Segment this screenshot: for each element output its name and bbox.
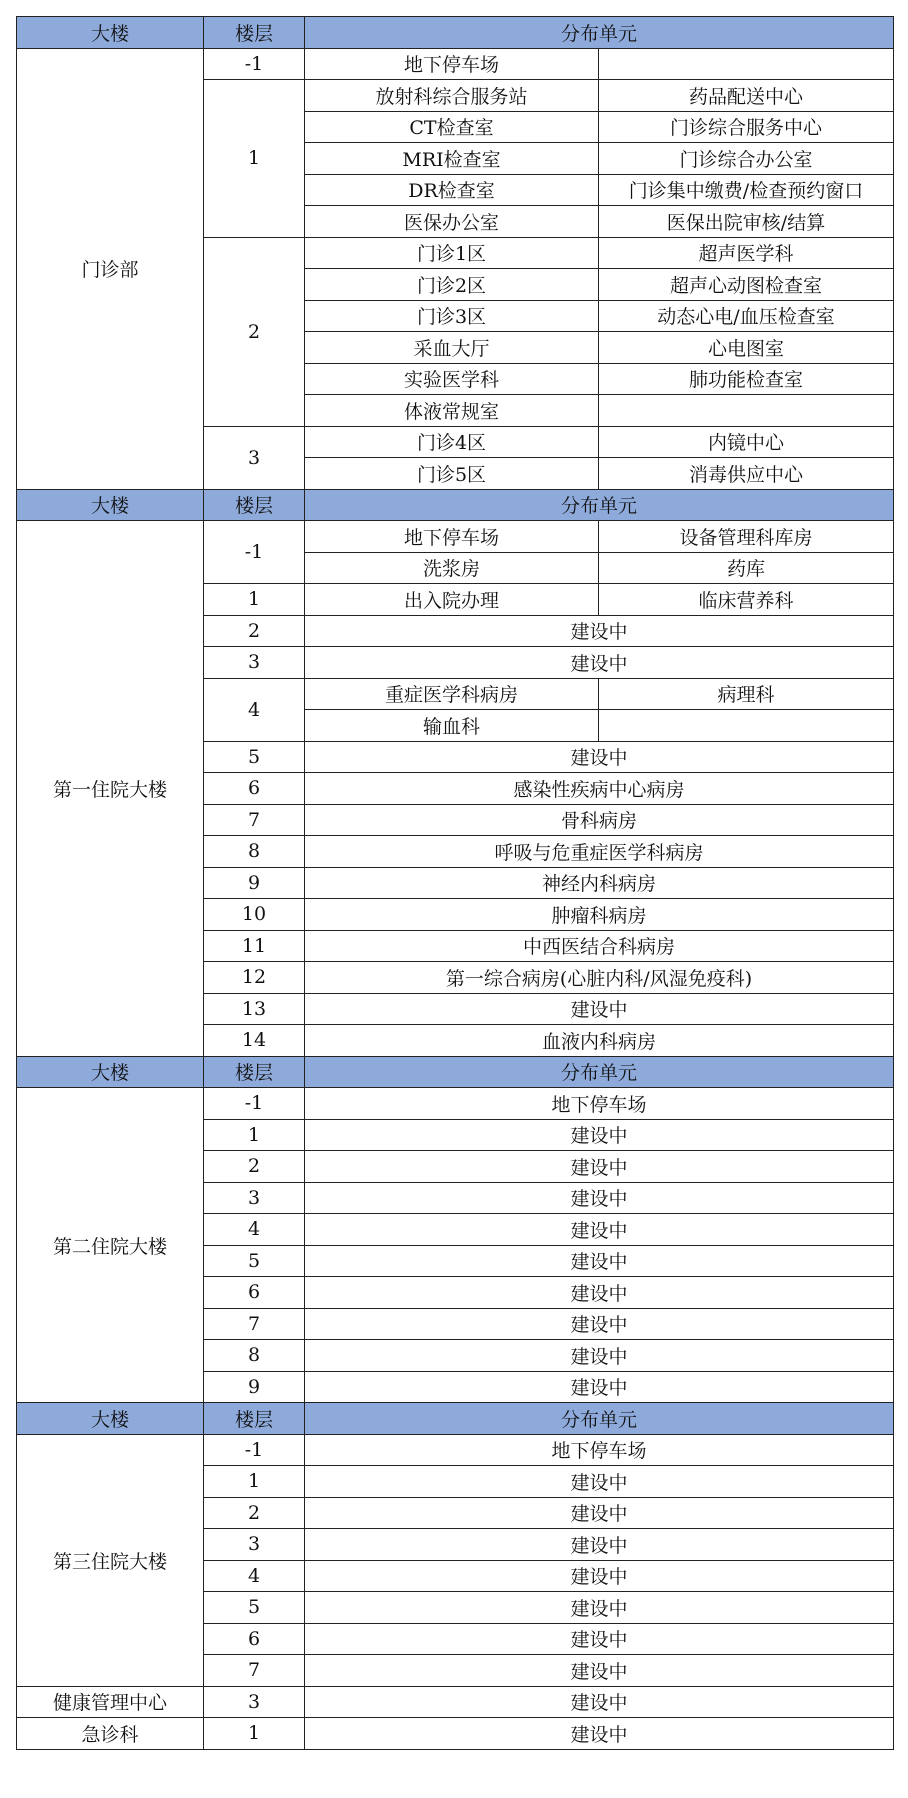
unit-cell-left: CT检查室 (305, 111, 599, 143)
header-unit: 分布单元 (305, 489, 894, 521)
floor-cell: 11 (204, 930, 305, 962)
floor-cell: 5 (204, 1592, 305, 1624)
unit-cell-left: 重症医学科病房 (305, 678, 599, 710)
floor-cell: 5 (204, 1245, 305, 1277)
header-floor: 楼层 (204, 17, 305, 49)
floor-cell: 3 (204, 426, 305, 489)
unit-cell-right: 动态心电/血压检查室 (599, 300, 894, 332)
header-row (17, 1403, 894, 1435)
unit-cell: 建设中 (305, 1466, 894, 1498)
unit-cell-right: 超声医学科 (599, 237, 894, 269)
header-floor: 楼层 (204, 489, 305, 521)
table-row (17, 521, 894, 553)
unit-cell: 感染性疾病中心病房 (305, 773, 894, 805)
floor-cell: 13 (204, 993, 305, 1025)
unit-cell: 建设中 (305, 1655, 894, 1687)
unit-cell-left: 体液常规室 (305, 395, 599, 427)
unit-cell: 建设中 (305, 1623, 894, 1655)
floor-cell: 2 (204, 237, 305, 426)
unit-cell: 骨科病房 (305, 804, 894, 836)
unit-cell: 建设中 (305, 1214, 894, 1246)
unit-cell-left: 出入院办理 (305, 584, 599, 616)
header-row (17, 17, 894, 49)
unit-cell-right: 临床营养科 (599, 584, 894, 616)
unit-cell: 建设中 (305, 1529, 894, 1561)
table-row (17, 1088, 894, 1120)
unit-cell: 建设中 (305, 1340, 894, 1372)
unit-cell-right: 病理科 (599, 678, 894, 710)
floor-cell: 2 (204, 1497, 305, 1529)
floor-cell: -1 (204, 1434, 305, 1466)
building-cell: 第一住院大楼 (17, 521, 204, 1057)
floor-cell: 9 (204, 867, 305, 899)
floor-cell: 2 (204, 1151, 305, 1183)
floor-cell: 5 (204, 741, 305, 773)
floor-cell: 6 (204, 1277, 305, 1309)
unit-cell: 建设中 (305, 615, 894, 647)
building-cell: 健康管理中心 (17, 1686, 204, 1718)
floor-cell: 4 (204, 678, 305, 741)
unit-cell-left: DR检查室 (305, 174, 599, 206)
unit-cell-right: 门诊综合办公室 (599, 143, 894, 175)
unit-cell: 建设中 (305, 1497, 894, 1529)
floor-cell: 7 (204, 804, 305, 836)
unit-cell: 血液内科病房 (305, 1025, 894, 1057)
table-row (17, 1434, 894, 1466)
unit-cell-left: 地下停车场 (305, 48, 599, 80)
floor-cell: 10 (204, 899, 305, 931)
floor-cell: 9 (204, 1371, 305, 1403)
unit-cell: 建设中 (305, 741, 894, 773)
floor-cell: 8 (204, 1340, 305, 1372)
header-building: 大楼 (17, 1056, 204, 1088)
floor-cell: 4 (204, 1214, 305, 1246)
floor-cell: 7 (204, 1655, 305, 1687)
unit-cell: 神经内科病房 (305, 867, 894, 899)
floor-cell: 1 (204, 1119, 305, 1151)
floor-cell: -1 (204, 521, 305, 584)
unit-cell-right: 肺功能检查室 (599, 363, 894, 395)
unit-cell: 建设中 (305, 1718, 894, 1750)
header-row (17, 1056, 894, 1088)
building-cell: 急诊科 (17, 1718, 204, 1750)
unit-cell-right: 消毒供应中心 (599, 458, 894, 490)
floor-cell: 1 (204, 1466, 305, 1498)
header-row (17, 489, 894, 521)
floor-cell: -1 (204, 1088, 305, 1120)
unit-cell-left: 洗浆房 (305, 552, 599, 584)
unit-cell-left: 门诊2区 (305, 269, 599, 301)
unit-cell-left: 输血科 (305, 710, 599, 742)
unit-cell: 建设中 (305, 647, 894, 679)
floor-cell: 6 (204, 1623, 305, 1655)
unit-cell-left: 采血大厅 (305, 332, 599, 364)
floor-cell: 1 (204, 1718, 305, 1750)
table-row (17, 1686, 894, 1718)
unit-cell-right: 超声心动图检查室 (599, 269, 894, 301)
floor-cell: 1 (204, 80, 305, 238)
unit-cell: 建设中 (305, 1686, 894, 1718)
unit-cell: 建设中 (305, 1245, 894, 1277)
floor-directory-table (16, 16, 894, 1750)
floor-cell: 4 (204, 1560, 305, 1592)
unit-cell-left: 实验医学科 (305, 363, 599, 395)
unit-cell-right (599, 48, 894, 80)
floor-cell: 14 (204, 1025, 305, 1057)
table-body (17, 17, 894, 1750)
unit-cell-right: 医保出院审核/结算 (599, 206, 894, 238)
floor-cell: 3 (204, 1529, 305, 1561)
unit-cell: 建设中 (305, 1277, 894, 1309)
unit-cell: 建设中 (305, 1151, 894, 1183)
unit-cell: 建设中 (305, 993, 894, 1025)
unit-cell-right: 药品配送中心 (599, 80, 894, 112)
unit-cell: 中西医结合科病房 (305, 930, 894, 962)
header-unit: 分布单元 (305, 1056, 894, 1088)
building-cell: 门诊部 (17, 48, 204, 489)
floor-cell: 3 (204, 1182, 305, 1214)
unit-cell-right (599, 710, 894, 742)
unit-cell: 建设中 (305, 1308, 894, 1340)
unit-cell-left: 地下停车场 (305, 521, 599, 553)
floor-cell: 3 (204, 647, 305, 679)
unit-cell: 肿瘤科病房 (305, 899, 894, 931)
unit-cell-right: 心电图室 (599, 332, 894, 364)
floor-cell: 1 (204, 584, 305, 616)
table-row (17, 1718, 894, 1750)
unit-cell-right (599, 395, 894, 427)
header-floor: 楼层 (204, 1403, 305, 1435)
unit-cell: 建设中 (305, 1371, 894, 1403)
floor-cell: 2 (204, 615, 305, 647)
unit-cell: 第一综合病房(心脏内科/风湿免疫科) (305, 962, 894, 994)
unit-cell-right: 内镜中心 (599, 426, 894, 458)
unit-cell: 建设中 (305, 1119, 894, 1151)
unit-cell-left: 门诊5区 (305, 458, 599, 490)
floor-cell: 6 (204, 773, 305, 805)
unit-cell-left: 门诊4区 (305, 426, 599, 458)
unit-cell-right: 门诊综合服务中心 (599, 111, 894, 143)
floor-cell: 7 (204, 1308, 305, 1340)
header-building: 大楼 (17, 17, 204, 49)
header-building: 大楼 (17, 489, 204, 521)
floor-cell: -1 (204, 48, 305, 80)
unit-cell-left: 放射科综合服务站 (305, 80, 599, 112)
unit-cell: 建设中 (305, 1182, 894, 1214)
unit-cell-right: 药库 (599, 552, 894, 584)
floor-cell: 3 (204, 1686, 305, 1718)
unit-cell-right: 设备管理科库房 (599, 521, 894, 553)
unit-cell: 呼吸与危重症医学科病房 (305, 836, 894, 868)
building-cell: 第二住院大楼 (17, 1088, 204, 1403)
unit-cell: 建设中 (305, 1560, 894, 1592)
header-floor: 楼层 (204, 1056, 305, 1088)
header-unit: 分布单元 (305, 17, 894, 49)
unit-cell: 建设中 (305, 1592, 894, 1624)
table-row (17, 48, 894, 80)
unit-cell: 地下停车场 (305, 1434, 894, 1466)
floor-cell: 12 (204, 962, 305, 994)
unit-cell-left: 医保办公室 (305, 206, 599, 238)
header-building: 大楼 (17, 1403, 204, 1435)
unit-cell-left: 门诊3区 (305, 300, 599, 332)
building-cell: 第三住院大楼 (17, 1434, 204, 1686)
unit-cell-left: MRI检查室 (305, 143, 599, 175)
unit-cell-right: 门诊集中缴费/检查预约窗口 (599, 174, 894, 206)
header-unit: 分布单元 (305, 1403, 894, 1435)
floor-cell: 8 (204, 836, 305, 868)
unit-cell: 地下停车场 (305, 1088, 894, 1120)
unit-cell-left: 门诊1区 (305, 237, 599, 269)
